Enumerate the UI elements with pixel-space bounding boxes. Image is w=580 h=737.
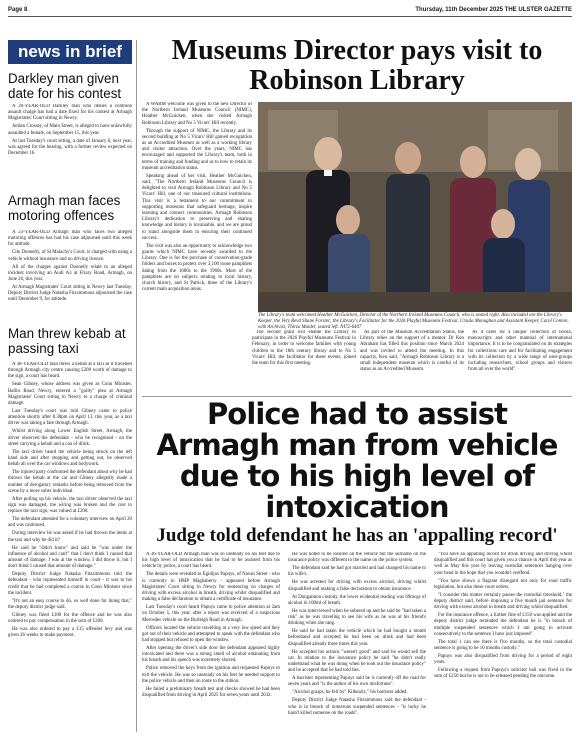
paragraph: As it cares for a unique collection of books, manuscripts and other material of international importance. It is to be congratulated on its strategies for collections care and for facilitating engagement with its collection by a wide range of user-groups including researchers, school groups and visitors from all over the world". [468,330,572,373]
paragraph: He failed a preliminary breath test and checks showed he had been disqualified from driving in April 2025 for seven years until 2032. [142,686,280,699]
paragraph: Speaking ahead of her visit, Heather McGuicken, said, "The Northern Ireland Museums Council is delighted to visit Armagh Robinson Library and No 5 Vicars' Hill, one of our treasured cultural institutions. This visit is a testament to our commitment to supporting museums that safeguard heritage, inspire learning and connect communities. Armagh Robinson Library's dedication to preserving and sharing knowledge and history is invaluable, and we are proud to stand alongside them in ensuring their continued success. [142,173,252,241]
police-col-1 [142,552,280,732]
paragraph: The taxi driver heard the vehicle being struck on the left hand side and after stopping and getting out, he observed kebab all over the car windows and bodywork. [8,449,132,468]
paragraph: For the insurance offence, a further fine of £150 was applied and the deputy district judge reminded the defendant he is "in breach of multiple suspended sentences which I am going to activate consecutively to the sentence I have just imposed". [434,613,572,637]
paragraph: A 20-YEAR-OLD Darkley man who denies a common assault charge has had a date fixed for his contest at Armagh Magistrates' Court sitting in Newry. [8,104,132,122]
paragraph: He was noted to be insured on the vehicle but the surname on the insurance policy was different to the name on the police system. [288,552,426,564]
library-team-photo [258,102,572,312]
paragraph: After opening the driver's side door the defendant appeared highly intoxicated and there was a strong smell of alcohol emanating from his breath and his speech was extremely slurred. [142,646,280,664]
police-headline: Police had to assist Armagh man from vehicle due to his high level of intoxication [156,397,558,524]
police-col-2 [288,552,426,732]
paragraph: The visit was also an opportunity to acknowledge two grants which NIMC have recently awarded to the Library. One is for the purchase of conservation-grade folders and boxes to protect over 2,100 loose pamphlets dating from the 1680s to the 1960s. Most of the pamphlets are on subjects relating to local history, church history, and St Patrick, three of the Library's current main acquisition areas. [142,243,252,293]
paragraph: Cile Donnelly, of St Malachy's Court, is charged with using a vehicle without insurance and no driving licence. [8,250,132,262]
paragraph: At Dungannon custody, the lower evidential reading was 69mcgs of alcohol in 100ml of breath. [288,594,426,606]
paragraph: Deputy District Judge Natasha Fitzsimmons told the defendant - who represented himself in court - it was to his credit that he had completed a course in Conn Minister since the incident. [8,572,132,596]
museums-col-5 [468,330,572,394]
paragraph: A barrister representing Papuys said he is currently off the road for seven years and "is the author of his own misfortune". [288,676,426,688]
paragraph: Whilst driving along Lower English Street, Armagh, the driver observed the defendant - who he recognised - on the street carrying a kebab and a can of drink. [8,429,132,447]
paragraph: Following a request from Papuys's solicitor bail was fixed in the sum of £250 but he is not to be released pending the outcome. [434,668,572,680]
page-header [0,0,580,26]
paragraph: He said he had taken the vehicle which he had bought a month beforehand and accepted he had been on drink and had been disqualified already three times this year. [288,629,426,647]
paragraph: The second grant will enable the Library to participate in the 2026 Playful Museums Festival in February, in order to welcome families with young children to the 18th century library and to No 5 Vicars' Hill, the facilitator for these events, joined the team for this first meeting. [252,330,356,367]
paragraph: A 23-YEAR-OLD Armagh man who faces two alleged motoring offences has had his case adjourned until this week for attitude. [8,230,132,248]
museums-col-3 [252,330,356,394]
paragraph: "You have an appalling record for drink driving and driving whilst disqualified and this court has given you a chance in April this year as well as May this year by leaving custodial sentences hanging over your head in the hope that you wouldn't reoffend. [434,552,572,576]
brief-body-3 [8,362,132,732]
header-rule [8,16,572,17]
paragraph: A WARM welcome was given to the new Director of the Northern Ireland Museums Council (NIMC), Heather McGuicken, when she visited Armagh Robinson Library and No 5 Vicars' Hill recently. [142,102,252,126]
paragraph: "It's not an easy course to do, so well done for doing that," the deputy district judge said. [8,598,132,611]
paragraph: He was interviewed when he sobered up and he said he "had taken a risk" as he was traveling to see his wife as he was at his friend's drinking when she rang. [288,608,426,627]
paragraph: Gibney was fined £100 for the offence and he was also ordered to pay compensation in the sum of £200. [8,613,132,625]
museums-col-4 [360,330,464,394]
paragraph: "Alcohol grasps, he fell by" Kilkearly," his barrister added. [292,690,408,696]
paragraph: Deputy District Judge Natasha Fitzsimmons said the defendant - who is in breach of numerous suspended sentences - "is lucky he hasn't killed someone on the roads". [288,698,426,716]
dateline: Thursday, 11th December 2025 THE ULSTER GAZETTE [415,7,572,13]
brief-headline-1: Darkley man given date for his contest [8,71,122,101]
paragraph: The details were revealed as Egidijus Papuys, of Navan Street - who is currently in HMP Maghaberry - appeared before Armagh Magistrates' Court sitting in Newry for sentencing on charges of driving with excess alcohol in breath, driving whilst disqualified and making a false declaration to obtain a certificate of insurance. [142,572,280,603]
paragraph: The defendant attended for a voluntary interview on April 20 and was cautioned. [8,517,132,529]
library-team-photo-graphic [258,102,572,312]
paragraph: He was also ordered to pay a £15 offender levy and was given 26 weeks to make payment. [8,627,132,639]
news-in-brief-banner: news in brief [8,40,132,64]
paragraph: Sean Gibney, whose address was given as Conn Minister, Ballin Road, Newry, entered a "guilty" plea at Armagh Magistrates' Court sitting in Newry to a charge of criminal damage. [8,382,132,407]
paragraph: After pulling up his vehicle, the taxi driver observed the taxi sign was damaged, the wiring was broken and the cost to replace the taxi sign, was valued at £200. [8,496,132,515]
paragraph: A 36-YEAR-OLD Armagh man was so unsteady on his feet due to his high level of intoxication that he had to be assisted from his vehicle by police, a court has heard. [142,552,280,570]
police-subheadline: Judge told defendant he has an 'appalling record' [156,525,558,546]
brief-headline-2: Armagh man faces motoring offences [8,193,121,223]
brief-body-2 [8,230,132,320]
paragraph: A 38-YEAR-OLD man threw a kebab at a taxi as it travelled through Armagh city centre causing £200 worth of damage to the sign, a court has heard. [8,362,132,380]
photo-caption: The Library's team welcomed Heather McGuicken, Director of the Northern Ireland Museums Council, who is seated right. Also included are the Library's Keeper, the Very Revd Shane Forster; the Library's Facilitator for the 2026 Playful Museums Festival, Ursula Monaghan and Assistant Keeper, Carol Conlon, with Archivist, Thirza Mulder, seated left. NI72-6407 [258,313,569,330]
paragraph: At last Tuesday's court sitting, a date of January 6, next year, was agreed for the hearing, with a further review expected on December 16. [8,138,132,157]
paragraph: Papuys was also disqualified from driving for a period of eight years. [434,654,572,666]
museums-col-1 [142,102,252,302]
police-col-3 [434,552,572,732]
paragraph: "You have shown a flagrant disregard not only for road traffic legislation, but also these court orders. [434,578,572,590]
paragraph: Police removed the keys from the ignition and requested Papuys to exit the vehicle. He was so unsteady on his feet he needed support to the police vehicle and then on route to the station. [142,666,280,684]
paragraph: Jordan Crossey, of Main Street, is alleged to have unlawfully assaulted a female, on September 15, this year. [8,124,132,136]
paragraph: Last Tuesday's court was told Gibney came to police attention shortly after 8.30pm on April 13, this year, as a taxi driver was taking a fare through Armagh. [8,409,132,427]
paragraph: At Armagh Magistrates' Court sitting in Newry last Tuesday, Deputy District Judge Natasha Fitzsimmons adjourned the case until December 9, for attitude. [8,285,132,303]
paragraph: All of the charges against Donnelly relate to an alleged incident involving an Audi A3 at Friary Road, Armagh, on June 26, this year. [8,264,132,283]
paragraph: Last Tuesday's court heard Papuys came to police attention at 2am on October 5, this year, after a report was received of a suspicious Mercedes vehicle on the Burleigh Road in Armagh. [142,605,280,623]
paragraph: The injured party confronted the defendant about why he had thrown the kebab at the car and Gibney allegedly made a number of derogatory remarks before being removed from the scene by a more sober individual. [8,470,132,494]
paragraph: The total 1 can see there is five months, so the total custodial sentence is going to be 10 months custody." [434,639,572,652]
paragraph: Officers located the vehicle travelling at a very low speed and they got out of their vehicle and attempted to speak with the defendant who had stopped but refused to open the window. [142,625,280,644]
paragraph: "I consider this matter certainly passes the custodial threshold," the deputy district said, before imposing a five month jail sentence for driving with excess alcohol in breath and driving whilst disqualified. [434,592,572,611]
paragraph: Through the support of NIMC, the Library and its second building at No 5 Vicars' Hill gained recognition as an Accredited Museum as well as a working library and visitor attraction. Over the years, NIMC has encouraged and supported the Library's team, both in terms of training and funding and as to how to retain its museum accreditation status. [142,128,252,171]
brief-headline-3: Man threw kebab at passing taxi [8,326,126,356]
paragraph: During interview he was asked if he had thrown the items at the taxi and why he did it? [8,531,132,543]
page-number: Page 8 [8,7,28,13]
paragraph: As part of the Museum Accreditation Status, the Library relies on the support of a mentor. Dr Ken Abraham has filled this position since March 2024 and was invited to attend the meeting. In this capacity, Ken said, "Armagh Robinson Library is a small independent museum which is careful of its status as an Accredited Museum. [360,330,464,373]
paragraph: He was arrested for driving with excess alcohol, driving whilst disqualified and making a false declaration to obtain insurance. [288,580,426,592]
paragraph: The defendant said he had got married and had changed his name to his wife's. [288,566,426,578]
brief-body-1 [8,104,132,194]
museums-headline: Museums Director pays visit to Robinson Library [171,35,543,96]
paragraph: He said he "didn't know" and said he "was under the influence of alcohol and can't" that I don't think I caused that amount of damage. I was at the window, I did throw it, but I don't think I caused that amount of damage." [8,545,132,570]
column-divider [136,40,137,732]
paragraph: He accepted his actions "weren't good" and said he would sell the car. In relation to the insurance policy he said "he didn't really understand what he was doing when he took out the insurance policy" and he accepted that he had told lies. [288,649,426,674]
